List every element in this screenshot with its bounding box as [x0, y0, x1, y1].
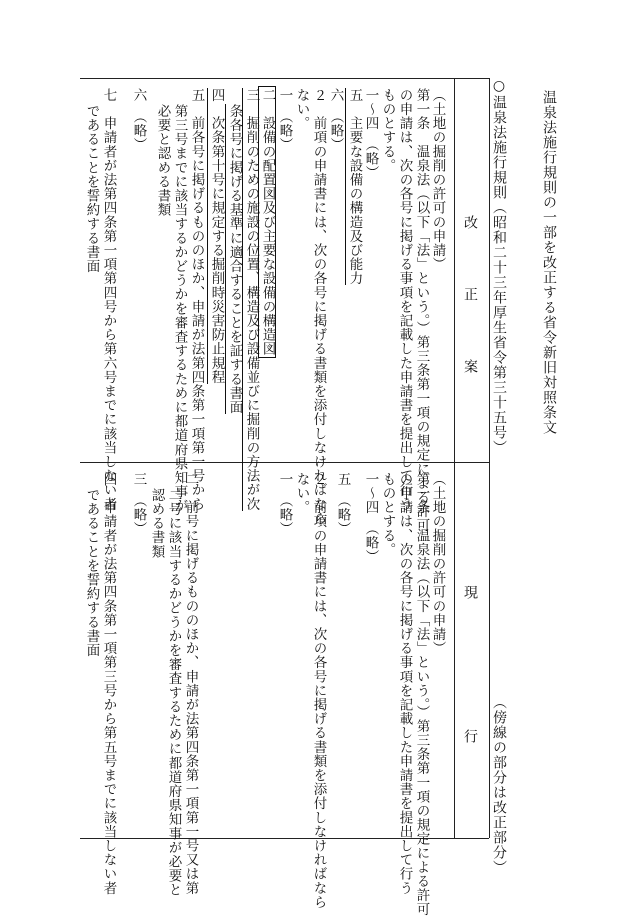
- current-line: ２ 前項の申請書には、次の各号に掲げる書類を添付しなければなら: [310, 472, 327, 910]
- current-line: の申請は、次の各号に掲げる事項を記載した申請書を提出して行う: [396, 472, 413, 895]
- revised-line: 第三号までに該当するかどうかを審査するために都道府県知事が: [171, 104, 188, 513]
- current-line: ない。: [293, 472, 310, 515]
- revised-line: 七 申請者が法第四条第一項第四号から第六号までに該当しない者: [100, 88, 117, 511]
- revised-line-changed: 四 次条第十号に規定する掘削時災害防止規程: [208, 88, 225, 385]
- current-line: 二号に該当するかどうかを審査するために都道府県知事が必要と: [165, 488, 182, 897]
- current-line: 三 （略）: [130, 472, 147, 536]
- current-line: 四 申請者が法第四条第一項第三号から第五号までに該当しない者: [100, 472, 117, 895]
- current-line: であることを誓約する書面: [83, 488, 100, 658]
- current-line: 一 （略）: [276, 472, 293, 536]
- revised-line-changed: 条各号に掲げる基準に適合することを証する書面: [226, 104, 243, 415]
- current-line: 第一条 温泉法（以下「法」という。）第三条第一項の規定による許可: [413, 472, 430, 916]
- revised-line: 一～四 （略）: [362, 88, 379, 180]
- table-right-border: [489, 78, 490, 838]
- revised-line-changed: 二 設備の配置図及び主要な設備の構造図: [259, 88, 276, 356]
- revised-line: 六 （略）: [130, 88, 147, 152]
- revised-line-changed: 三 掘削のための施設の位置、構造及び設備並びに掘削の方法が次: [243, 88, 260, 511]
- revised-line: 第一条 温泉法（以下「法」という。）第三条第一項の規定による許可: [413, 88, 430, 533]
- current-line: （土地の掘削の許可の申請）: [429, 472, 446, 656]
- revised-line: の申請は、次の各号に掲げる事項を記載した申請書を提出して行う: [396, 88, 413, 511]
- revised-line: 五 前各号に掲げるもののほか、申請が法第四条第一項第一号から: [188, 88, 205, 511]
- revised-line: 六 （略）: [327, 88, 344, 152]
- underline-note: （傍線の部分は改正部分）: [491, 695, 507, 875]
- revised-line: ものとする。: [379, 88, 396, 173]
- revised-line: （土地の掘削の許可の申請）: [429, 88, 446, 272]
- table-top-border: [80, 78, 489, 79]
- revised-line: 一 （略）: [276, 88, 293, 152]
- revised-line: 必要と認める書類: [154, 104, 171, 217]
- header-revised: 改 正 案: [462, 215, 478, 395]
- current-line: 認める書類: [148, 488, 165, 559]
- revised-line-changed: 五 主要な設備の構造及び能力: [346, 88, 363, 286]
- revised-line: ２ 前項の申請書には、次の各号に掲げる書類を添付しなければなら: [310, 88, 327, 526]
- current-line: 二 前号に掲げるもののほか、申請が法第四条第一項第一号又は第: [182, 472, 199, 895]
- revised-line: ない。: [293, 88, 310, 131]
- document-title: 温泉法施行規則の一部を改正する省令新旧対照条文: [541, 90, 557, 435]
- header-current: 現 行: [462, 585, 478, 765]
- document-subtitle: ○温泉法施行規則（昭和二十三年厚生省令第三十五号）: [491, 78, 507, 455]
- current-line: ものとする。: [379, 472, 396, 557]
- current-line: 一～四 （略）: [362, 472, 379, 564]
- revised-line: であることを誓約する書面: [83, 104, 100, 274]
- current-line: 五 （略）: [334, 472, 351, 536]
- header-row-border: [454, 78, 455, 838]
